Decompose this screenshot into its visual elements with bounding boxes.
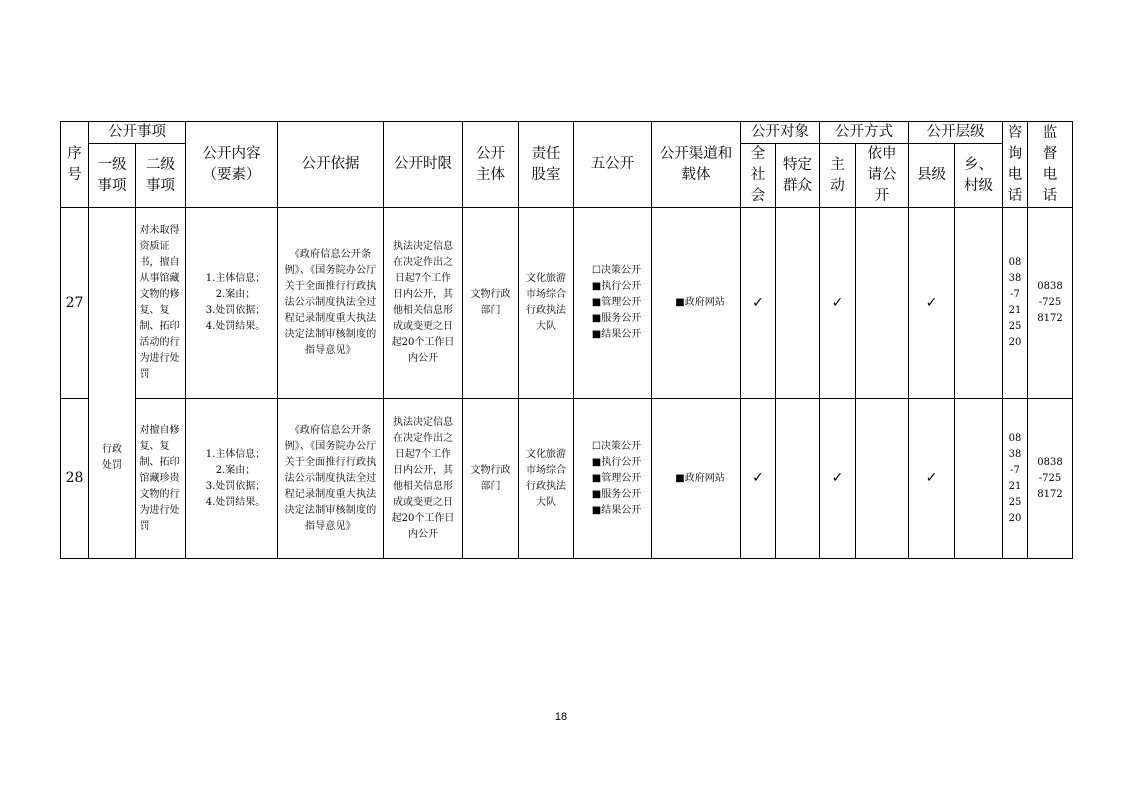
- row-content: 1.主体信息； 2.案由； 3.处罚依据； 4.处罚结果。: [186, 208, 278, 399]
- header-mode-group: 公开方式: [820, 122, 909, 144]
- row-township: [955, 208, 1003, 399]
- row-level2: 对擅自修复、复制、拓印馆藏珍贵文物的行为进行处罚: [136, 399, 186, 559]
- row-specific: [776, 208, 820, 399]
- row-on-request: [856, 208, 909, 399]
- header-seq: 序 号: [61, 122, 89, 208]
- row-dept: 文化旅游市场综合行政执法大队: [519, 399, 574, 559]
- row-on-request: [856, 399, 909, 559]
- row-active-check: ✓: [820, 399, 856, 559]
- row-all-society-check: ✓: [741, 208, 776, 399]
- row-five-public: ☐决策公开 ■执行公开 ■管理公开 ■服务公开 ■结果公开: [574, 399, 652, 559]
- row-township: [955, 399, 1003, 559]
- header-time-limit: 公开时限: [384, 122, 463, 208]
- row-channel: ■政府网站: [652, 399, 741, 559]
- row-active-check: ✓: [820, 208, 856, 399]
- row-subject: 文物行政部门: [463, 399, 519, 559]
- level1-merged: 行政 处罚: [89, 208, 136, 559]
- header-dept: 责任 股室: [519, 122, 574, 208]
- header-basis: 公开依据: [278, 122, 384, 208]
- header-all-society: 全 社 会: [741, 144, 776, 208]
- table-row: [61, 399, 1073, 559]
- header-five-public: 五公开: [574, 122, 652, 208]
- row-consult-phone: 08 38 -7 21 25 20: [1003, 208, 1028, 399]
- row-basis: 《政府信息公开条例》、《国务院办公厅关于全面推行行政执法公示制度执法全过程记录制度重大执法决定法制审核制度的指导意见》: [278, 208, 384, 399]
- header-channel: 公开渠道和 载体: [652, 122, 741, 208]
- row-dept: 文化旅游市场综合行政执法大队: [519, 208, 574, 399]
- row-level2: 对未取得资质证书，擅自从事馆藏文物的修复、复制、拓印活动的行为进行处罚: [136, 208, 186, 399]
- header-items-group: 公开事项: [89, 122, 186, 144]
- header-county: 县级: [909, 144, 955, 208]
- row-time-limit: 执法决定信息在决定作出之日起7个工作日内公开，其他相关信息形成或变更之日起20个工作日内公开: [384, 208, 463, 399]
- row-time-limit: 执法决定信息在决定作出之日起7个工作日内公开，其他相关信息形成或变更之日起20个工作日内公开: [384, 399, 463, 559]
- header-consult-phone: 咨 询 电 话: [1003, 122, 1028, 208]
- row-seq: 28: [61, 399, 89, 559]
- header-on-request: 依申 请公 开: [856, 144, 909, 208]
- header-level1: 一级 事项: [89, 144, 136, 208]
- row-specific: [776, 399, 820, 559]
- header-supervise-phone: 监 督 电 话: [1028, 122, 1073, 208]
- row-county-check: ✓: [909, 208, 955, 399]
- row-consult-phone: 08 38 -7 21 25 20: [1003, 399, 1028, 559]
- header-subject: 公开 主体: [463, 122, 519, 208]
- row-basis: 《政府信息公开条例》、《国务院办公厅关于全面推行行政执法公示制度执法全过程记录制度重大执法决定法制审核制度的指导意见》: [278, 399, 384, 559]
- header-level2: 二级 事项: [136, 144, 186, 208]
- row-supervise-phone: 0838 -725 8172: [1028, 208, 1073, 399]
- header-level-group: 公开层级: [909, 122, 1003, 144]
- header-content: 公开内容 （要素）: [186, 122, 278, 208]
- row-county-check: ✓: [909, 399, 955, 559]
- header-target-group: 公开对象: [741, 122, 820, 144]
- row-channel: ■政府网站: [652, 208, 741, 399]
- row-five-public: ☐决策公开 ■执行公开 ■管理公开 ■服务公开 ■结果公开: [574, 208, 652, 399]
- page-number: 18: [554, 711, 568, 723]
- row-supervise-phone: 0838 -725 8172: [1028, 399, 1073, 559]
- table-row: [61, 208, 1073, 399]
- header-specific: 特定 群众: [776, 144, 820, 208]
- row-subject: 文物行政部门: [463, 208, 519, 399]
- header-active: 主 动: [820, 144, 856, 208]
- row-content: 1.主体信息； 2.案由； 3.处罚依据； 4.处罚结果。: [186, 399, 278, 559]
- header-township: 乡、 村级: [955, 144, 1003, 208]
- row-seq: 27: [61, 208, 89, 399]
- row-all-society-check: ✓: [741, 399, 776, 559]
- disclosure-table: [60, 121, 1073, 559]
